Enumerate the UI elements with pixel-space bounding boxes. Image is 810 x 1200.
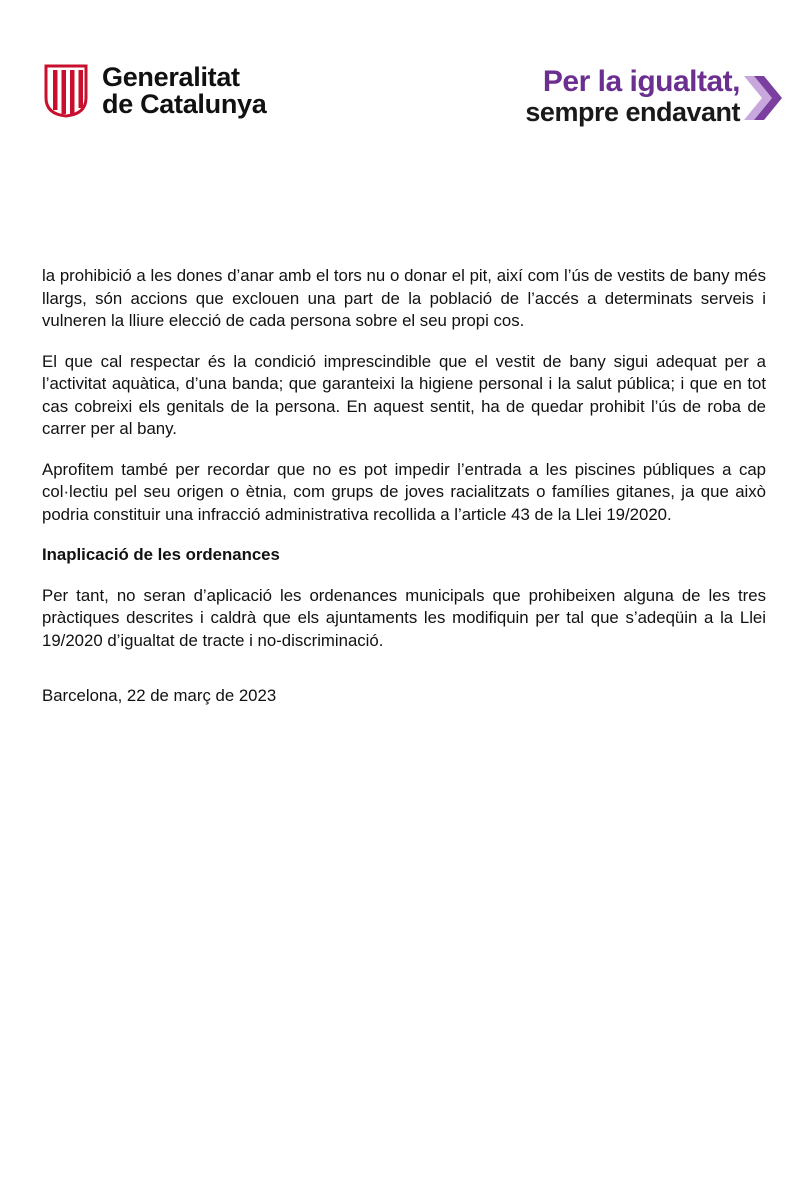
campaign-slogan-line2: sempre endavant [525,97,740,127]
org-name-line2: de Catalunya [102,89,267,119]
campaign-slogan-line1: Per la igualtat, [542,65,740,98]
body-paragraph: la prohibició a les dones d’anar amb el tors nu o donar el pit, així com l’ús de vestits de bany més llargs, són accions que exclouen una part de la població de l’accés a determinats serveis i vulneren la lliure elecció de cada persona sobre el seu propi cos. [42,266,766,330]
date-line: Barcelona, 22 de març de 2023 [42,686,277,705]
chevrons-icon [742,70,782,126]
section-paragraph: Per tant, no seran d’aplicació les ordenances municipals que prohibeixen alguna de les tres pràctiques descrites i caldrà que els ajuntaments les modifiquin per tal que s’adeqüin a la Llei 19/2020 d’igualtat de tracte i no-discriminació. [42,585,766,650]
generalitat-logo [42,64,266,118]
campaign-logo [525,66,782,128]
org-name-line1: Generalitat [102,62,240,92]
document-body [42,265,766,708]
campaign-slogan [525,66,740,128]
senyera-logo-icon [42,64,90,118]
generalitat-wordmark [102,64,266,118]
document-header [0,0,810,140]
section-heading: Inaplicació de les ordenances [42,545,280,564]
body-paragraph: Aprofitem també per recordar que no es pot impedir l’entrada a les piscines públiques a cap col·lectiu pel seu origen o ètnia, com grups de joves racialitzats o famílies gitanes, ja que això podria constituir una infracció administrativa recollida a l’article 43 de la Llei 19/2020. [42,459,766,524]
body-paragraph: El que cal respectar és la condició imprescindible que el vestit de bany sigui adequat per a l’activitat aquàtica, d’una banda; que garanteixi la higiene personal i la salut pública; i que en tot cas cobreixi els genitals de la persona. En aquest sentit, ha de quedar prohibit l’ús de roba de carrer per al bany. [42,351,766,438]
